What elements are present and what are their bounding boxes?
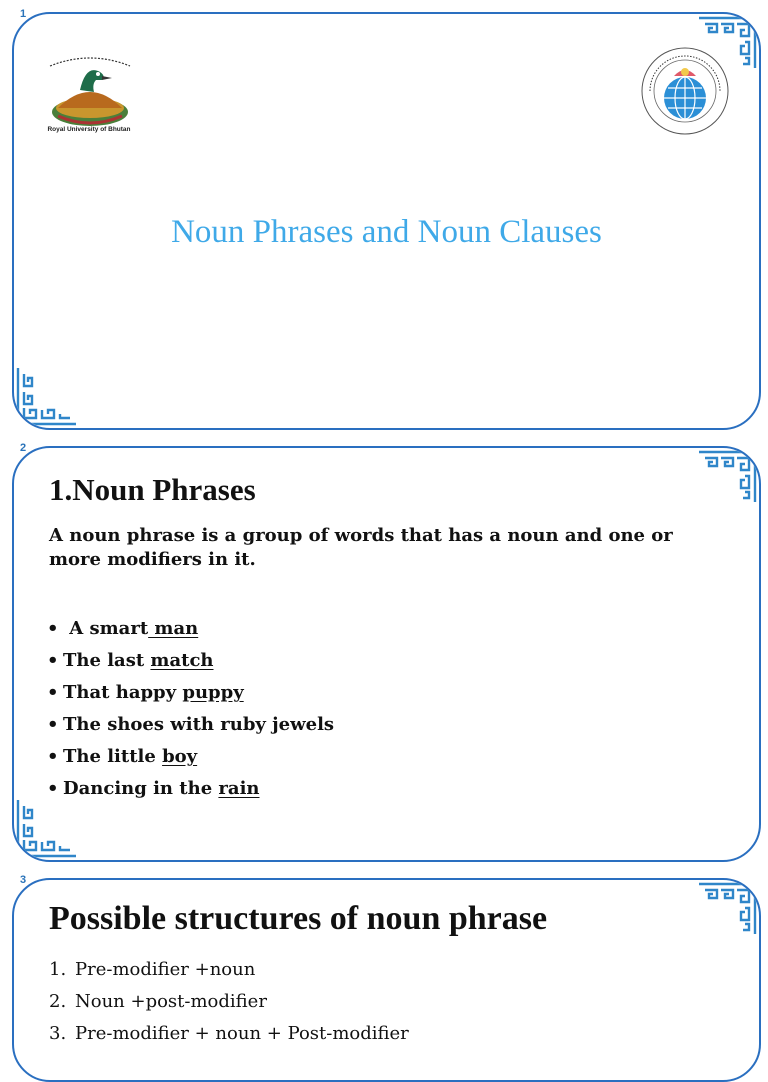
slide-number-2: 2 (20, 442, 27, 454)
rub-logo-caption: Royal University of Bhutan (47, 126, 131, 133)
list-item: • A smart man (47, 618, 199, 639)
slide-heading: 1.Noun Phrases (49, 472, 256, 507)
list-item: • The last match (47, 650, 214, 671)
slide-heading: Possible structures of noun phrase (49, 900, 548, 937)
slide-3 (12, 878, 761, 1082)
knot-ornament-top-right (697, 14, 759, 72)
list-item: 1. Pre-modifier +noun (49, 959, 256, 980)
rub-logo (36, 50, 144, 130)
slide-number-1: 1 (20, 8, 27, 20)
slide-1 (12, 12, 761, 430)
list-item: 2. Noun +post-modifier (49, 991, 267, 1012)
knot-ornament-top-right (697, 880, 759, 938)
slide-2 (12, 446, 761, 862)
knot-ornament-bottom-left (14, 798, 80, 860)
presentation-title: Noun Phrases and Noun Clauses (171, 214, 602, 250)
example-list (47, 613, 334, 805)
structure-list (49, 954, 409, 1050)
list-item: • That happy puppy (47, 682, 244, 703)
list-item: 3. Pre-modifier + noun + Post-modifier (49, 1023, 409, 1044)
knot-ornament-bottom-left (14, 366, 80, 428)
list-item: • The little boy (47, 746, 198, 767)
list-item: • The shoes with ruby jewels (47, 714, 335, 735)
knot-ornament-top-right (697, 448, 759, 506)
slide-number-3: 3 (20, 874, 27, 886)
definition-text: A noun phrase is a group of words that has a noun and one or more modifiers in it. (49, 525, 673, 570)
list-item: • Dancing in the rain (47, 778, 260, 799)
